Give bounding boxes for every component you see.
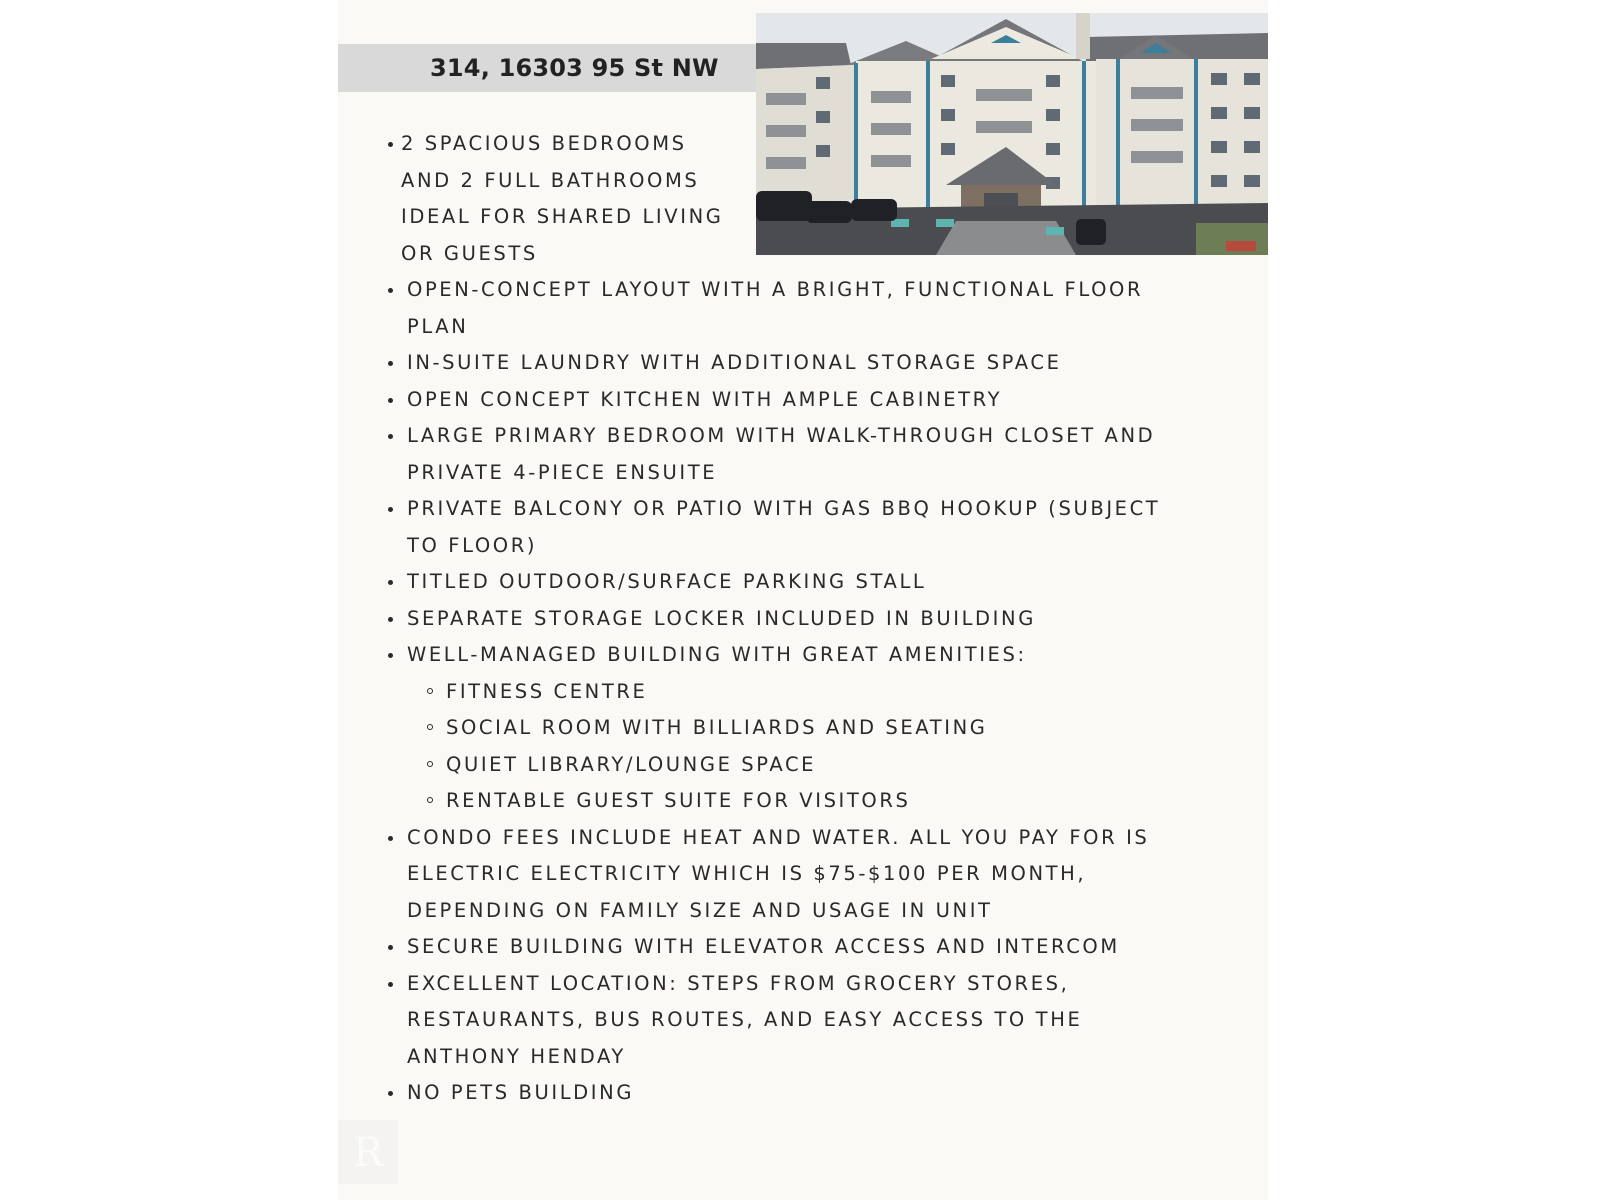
amenity-item <box>388 710 1248 747</box>
feature-text: 2 SPACIOUS BEDROOMS AND 2 FULL BATHROOMS IDEAL FOR SHARED LIVING OR GUESTS <box>401 132 724 265</box>
feature-text: SEPARATE STORAGE LOCKER INCLUDED IN BUILDING <box>407 606 1036 630</box>
bullet-dot <box>388 1091 393 1096</box>
bullet-dot <box>388 982 393 987</box>
listing-flyer <box>338 0 1268 1200</box>
feature-list <box>388 126 1248 1112</box>
amenity-text: QUIET LIBRARY/LOUNGE SPACE <box>446 752 817 776</box>
amenity-text: RENTABLE GUEST SUITE FOR VISITORS <box>446 789 911 812</box>
bullet-dot <box>388 945 393 950</box>
feature-text: SECURE BUILDING WITH ELEVATOR ACCESS AND INTERCOM <box>407 935 1120 958</box>
feature-item <box>388 929 1248 966</box>
feature-text: IN-SUITE LAUNDRY WITH ADDITIONAL STORAGE SPACE <box>407 351 1062 374</box>
feature-text: OPEN-CONCEPT LAYOUT WITH A BRIGHT, FUNCTIONAL FLOOR PLAN <box>407 278 1144 338</box>
amenity-item <box>388 783 1248 820</box>
circle-bullet-icon <box>427 761 433 767</box>
feature-text: EXCELLENT LOCATION: STEPS FROM GROCERY STORES, RESTAURANTS, BUS ROUTES, AND EASY ACCESS TO THE ANTHONY HENDAY <box>407 971 1083 1068</box>
amenity-item <box>388 674 1248 711</box>
feature-item <box>388 820 1248 930</box>
address-banner <box>338 44 758 92</box>
bullet-dot <box>388 836 393 841</box>
bullet-dot <box>388 617 393 622</box>
listing-address: 314, 16303 95 St NW <box>430 54 719 82</box>
amenity-item <box>388 747 1248 784</box>
feature-text: CONDO FEES INCLUDE HEAT AND WATER. ALL YOU PAY FOR IS ELECTRIC ELECTRICITY WHICH IS $75-$100 PER MONTH, DEPENDING ON FAMILY SIZE AND USAGE IN UNIT <box>407 825 1150 922</box>
feature-item <box>388 1075 1248 1112</box>
feature-text: PRIVATE BALCONY OR PATIO WITH GAS BBQ HOOKUP (SUBJECT TO FLOOR) <box>407 497 1161 557</box>
feature-text: TITLED OUTDOOR/SURFACE PARKING STALL <box>407 570 927 593</box>
feature-item <box>388 564 1248 601</box>
bullet-dot <box>388 507 393 512</box>
brokerage-logo-watermark <box>338 1120 398 1184</box>
circle-bullet-icon <box>427 724 433 730</box>
bullet-dot <box>388 361 393 366</box>
watermark-letter: R <box>352 1130 384 1176</box>
bullet-dot <box>388 653 393 658</box>
amenity-text: FITNESS CENTRE <box>446 679 648 703</box>
bullet-dot <box>388 398 393 403</box>
feature-item <box>388 491 1248 564</box>
bullet-dot <box>388 580 393 585</box>
amenity-list <box>388 674 1248 820</box>
feature-item <box>388 345 1248 382</box>
feature-text: OPEN CONCEPT KITCHEN WITH AMPLE CABINETRY <box>407 387 1003 411</box>
feature-item <box>388 126 1248 272</box>
feature-text: WELL-MANAGED BUILDING WITH GREAT AMENITIES: <box>407 643 1027 666</box>
bullet-dot <box>388 142 393 147</box>
amenity-text: SOCIAL ROOM WITH BILLIARDS AND SEATING <box>446 716 988 739</box>
feature-item <box>388 601 1248 638</box>
circle-bullet-icon <box>427 797 433 803</box>
feature-item <box>388 382 1248 419</box>
feature-item <box>388 272 1248 345</box>
feature-item <box>388 966 1248 1076</box>
circle-bullet-icon <box>427 688 433 694</box>
feature-item <box>388 418 1248 491</box>
bullet-dot <box>388 288 393 293</box>
feature-text: NO PETS BUILDING <box>407 1081 635 1104</box>
feature-text: LARGE PRIMARY BEDROOM WITH WALK-THROUGH CLOSET AND PRIVATE 4-PIECE ENSUITE <box>407 424 1156 484</box>
feature-item-amenities <box>388 637 1248 820</box>
bullet-dot <box>388 434 393 439</box>
